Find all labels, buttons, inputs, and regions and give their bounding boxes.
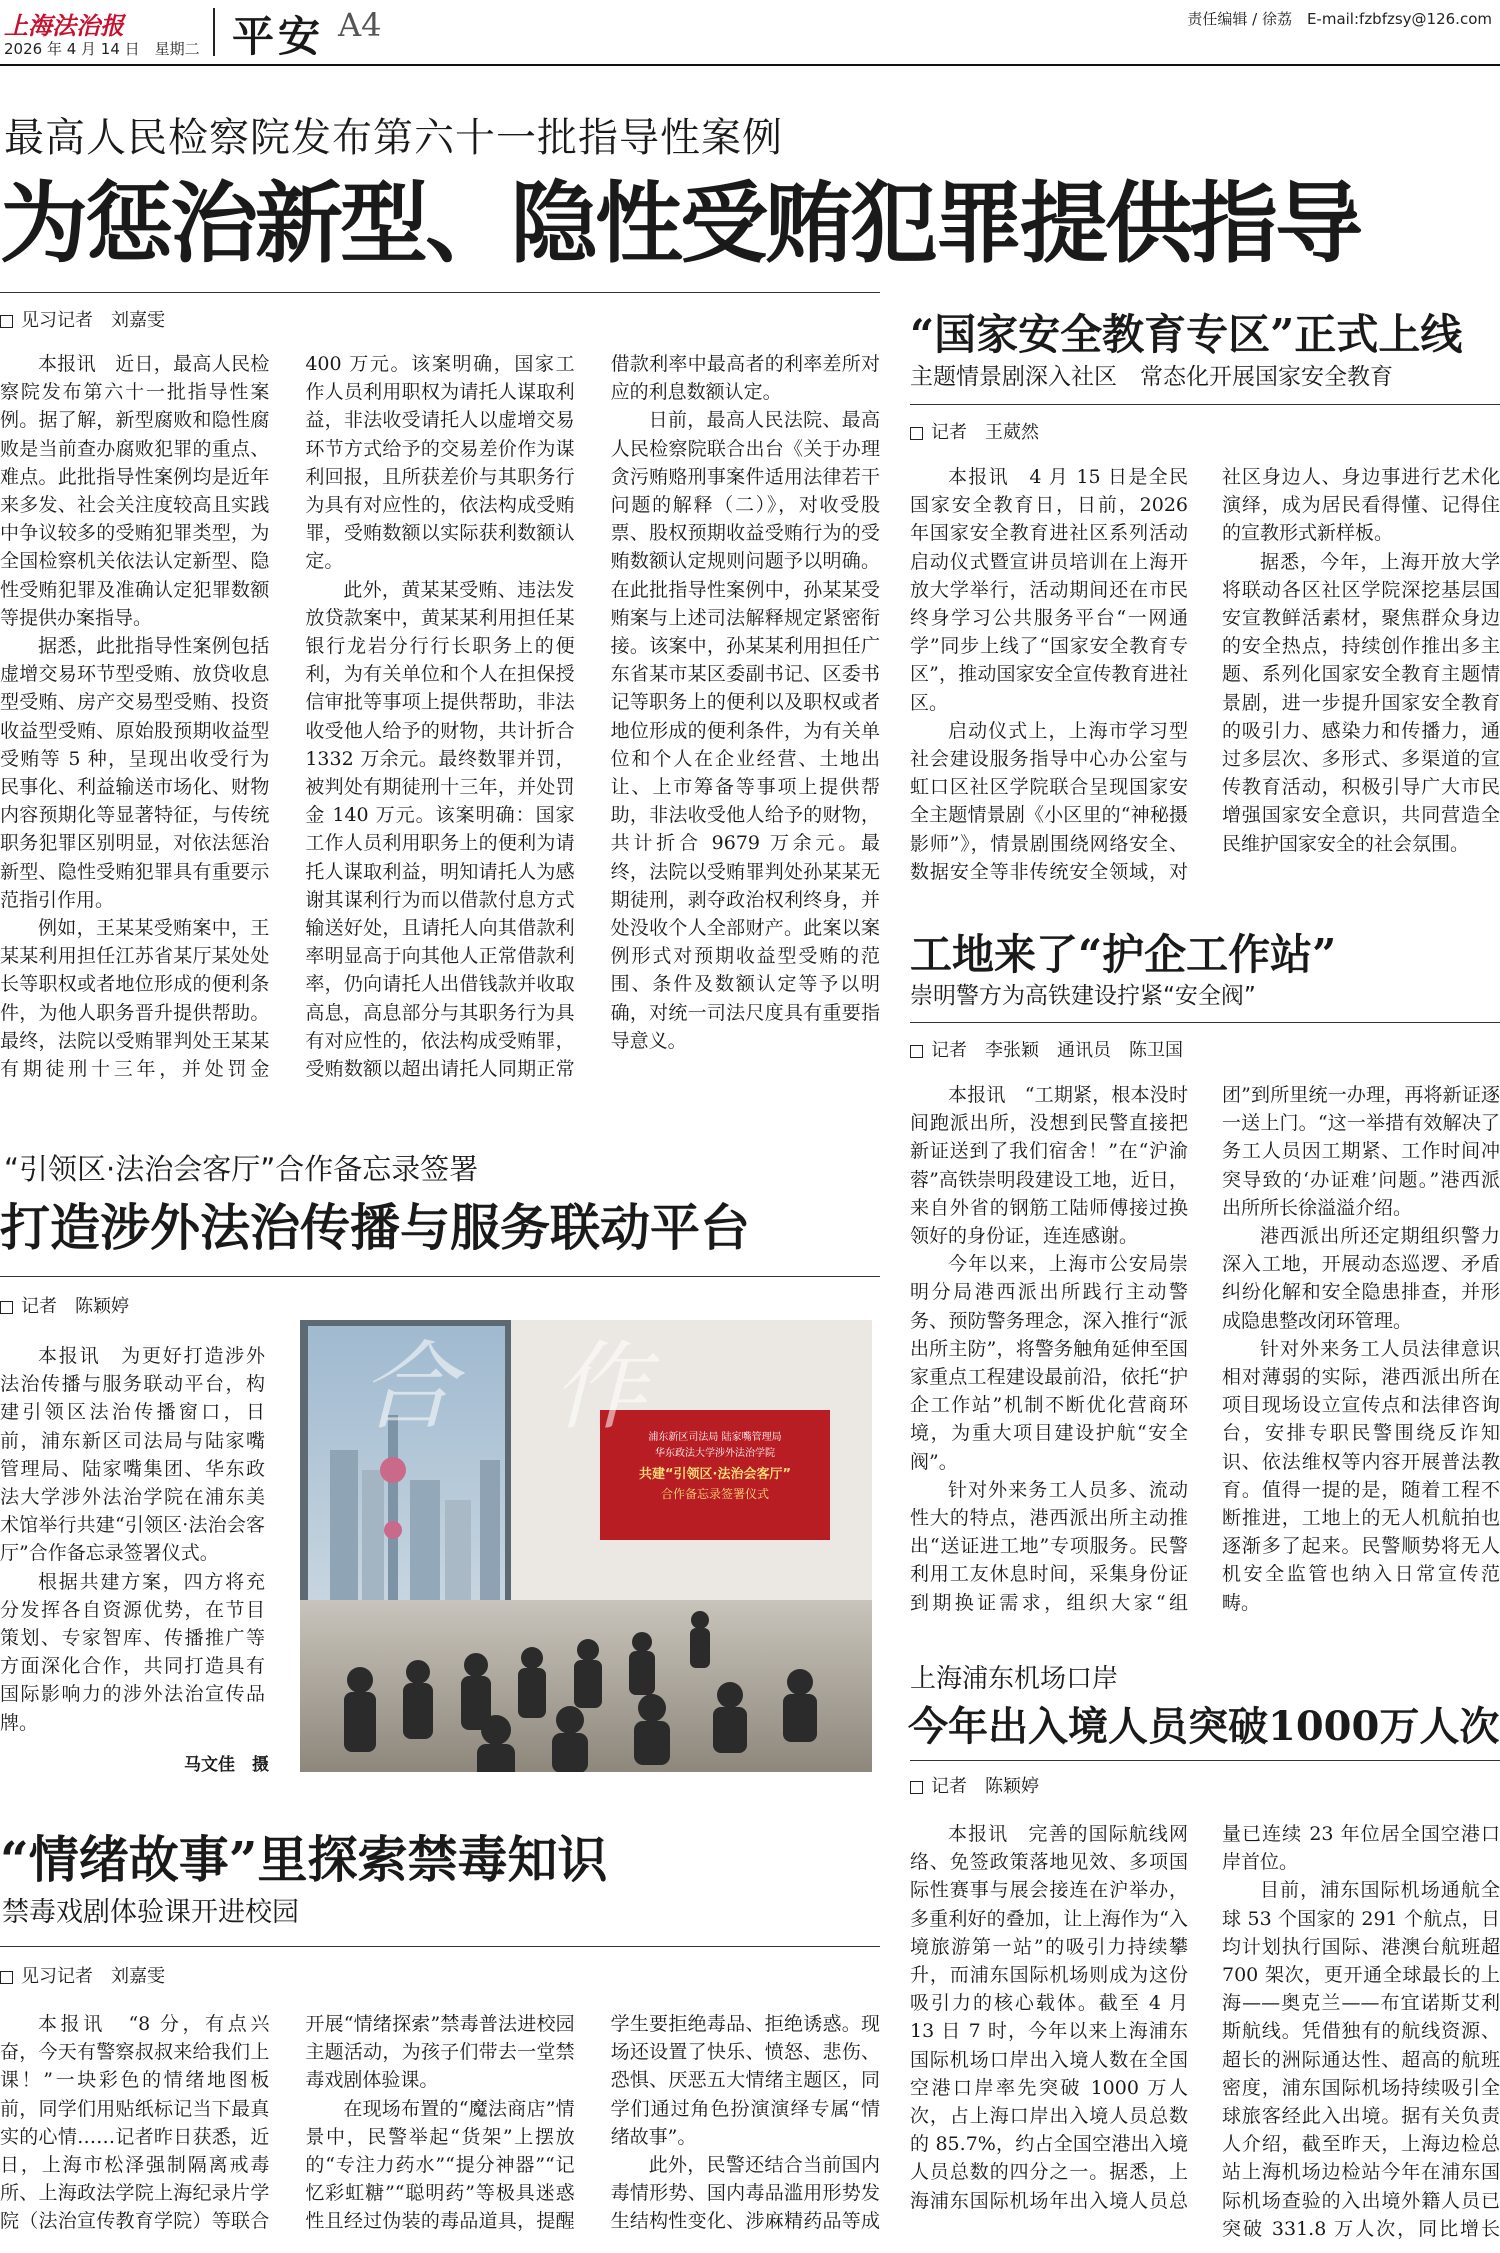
lead-paragraph: 本报讯 近日，最高人民检察院发布第六十一批指导性案例。据了解，新型腐败和隐性腐败是当前查办腐败犯罪的重点、难点。此批指导性案例均是近年来多发、社会关注度较高且实践中争议较多的受贿犯罪类型，为全国检察机关依法认定新型、隐性受贿犯罪及准确认定犯罪数额等提供办案指导。 <box>0 353 270 629</box>
byline-box-icon <box>910 1781 923 1794</box>
coop-paragraph: 根据共建方案，四方将充分发挥各自资源优势，在节目策划、专家智库、传播推广等方面深化合作，共同打造具有国际影响力的涉外法治宣传品牌。 <box>0 1570 265 1734</box>
coop-headline: 打造涉外法治传播与服务联动平台 <box>0 1198 750 1257</box>
byline-box-icon <box>0 1301 13 1314</box>
cooperation-photo <box>300 1320 872 1772</box>
drug-paragraph: 本报讯 “8 分，有点兴奋，今天有警察叔叔来给我们上课！”一块彩色的情绪地图板前，同学们用贴纸标记当下最真实的心情……记者昨日获悉，近日，上海市松泽强制隔离戒毒所、上海政法学院上海纪录片学院（法治宣传教育学院）等联合开展“情绪探索”禁毒普法进校园主题活动，为孩子们带去一堂禁毒戏剧体验课。 <box>0 2013 575 2233</box>
photo-calligraphy: 合 作 <box>360 1331 648 1443</box>
site-headline: 工地来了“护企工作站” <box>910 930 1337 979</box>
lead-byline: 见习记者 刘嘉雯 <box>0 306 165 332</box>
nse-subhead: 主题情景剧深入社区 常态化开展国家安全教育 <box>910 364 1393 390</box>
coop-rule <box>0 1276 880 1277</box>
coop-byline: 记者 陈颖婷 <box>0 1292 129 1318</box>
site-paragraph: 港西派出所还定期组织警力深入工地，开展动态巡逻、矛盾纠纷化解和安全隐患排查，并形成隐患整改闭环管理。 <box>1222 1225 1500 1332</box>
site-paragraph: 本报讯 “工期紧，根本没时间跑派出所，没想到民警直接把新证送到了我们宿舍！”在“沪渝蓉”高铁崇明段建设工地，近日，来自外省的钢筋工陆师傅接过换领好的身份证，连连感谢。 <box>910 1084 1188 1248</box>
site-byline: 记者 李张颖 通讯员 陈卫国 <box>910 1036 1183 1062</box>
lead-kicker: 最高人民检察院发布第六十一批指导性案例 <box>4 115 783 161</box>
byline-box-icon <box>0 1971 13 1984</box>
masthead-date: 2026 年 4 月 14 日 星期二 <box>4 40 200 58</box>
page-number: A4 <box>338 6 382 44</box>
site-paragraph: 针对外来务工人员多、流动性大的特点，港西派出所主动推出“送证进工地”专项服务。民警利用工友休息时间，采集身份证到期换证需求，组织大家“组团”到所里统一办理，再将新证逐一送上门。“这一举措有效解决了务工人员因工期紧、工作时间冲突导致的‘办证难’问题。”港西派出所所长徐溢溢介绍。 <box>910 1084 1500 1614</box>
coop-body <box>0 1342 265 1747</box>
lead-paragraph: 据悉，此批指导性案例包括虚增交易环节型受贿、放贷收息型受贿、房产交易型受贿、投资收益型受贿、原始股预期收益型受贿等 5 种，呈现出收受行为民事化、利益输送市场化、财物内容预期化等显著特征，与传统职务犯罪区别明显，对依法惩治新型、隐性受贿犯罪具有重要示范指引作用。 <box>0 635 270 911</box>
lead-headline: 为惩治新型、隐性受贿犯罪提供指导 <box>0 171 1361 275</box>
screen-line-4: 合作备忘录签署仪式 <box>660 1487 770 1501</box>
site-paragraph: 针对外来务工人员法律意识相对薄弱的实际，港西派出所在项目现场设立宣传点和法律咨询台，安排专职民警围绕反诈知识、依法维权等内容开展普法教育。值得一提的是，随着工程不断推进，工地上的无人机航拍也逐渐多了起来。民警顺势将无人机安全监管也纳入日常宣传范畴。 <box>1222 1337 1500 1614</box>
airport-paragraph: 本报讯 完善的国际航线网络、免签政策落地见效、多项国际性赛事与展会接连在沪举办，多重利好的叠加，让上海作为“入境旅游第一站”的吸引力持续攀升，而浦东国际机场则成为这份吸引力的核心载体。截至 4 月 13 日 7 时，今年以来上海浦东国际机场口岸出入境人数在全国空港口岸率先突破 1000 万人次，占上海口岸出入境人员总数的 85.7%，约占全国空港出入境人员总数的四分之一。据悉，上海浦东国际机场年出入境人员总量已连续 23 年位居全国空港口岸首位。 <box>910 1823 1500 2212</box>
airport-byline: 记者 陈颖婷 <box>910 1772 1039 1798</box>
airport-paragraph: 目前，浦东国际机场通航全球 53 个国家的 291 个航点，日均计划执行国际、港澳台航班超 700 架次，更开通全球最长的上海——奥克兰——布宜诺斯艾利斯航线。凭借独有的航线资源、超长的洲际通达性、超高的航班密度，浦东国际机场持续吸引全球旅客经此入出境。据有关负责人介绍，截至昨天，上海边检总站上海机场边检站今年在浦东国际机场查验的入出境外籍人员已突破 331.8 万人次，同比增长 <box>1222 1879 1500 2240</box>
nse-paragraph: 据悉，今年，上海开放大学将联动各区社区学院深挖基层国安宣教鲜活素材，聚焦群众身边的安全热点，持续创作推出多主题、系列化国家安全教育主题情景剧，进一步提升国家安全教育的吸引力、感染力和传播力，通过多层次、多形式、多渠道的宣传教育活动，积极引导广大市民增强国家安全意识，共同营造全民维护国家安全的社会氛围。 <box>1222 550 1500 855</box>
lead-body <box>0 350 880 1095</box>
byline-box-icon <box>0 315 13 328</box>
site-body <box>910 1081 1500 1621</box>
airport-body <box>910 1820 1500 2250</box>
coop-paragraph: 本报讯 为更好打造涉外法治传播与服务联动平台，构建引领区法治传播窗口，日前，浦东新区司法局与陆家嘴管理局、陆家嘴集团、华东政法大学涉外法治学院在浦东美术馆举行共建“引领区·法治会客厅”合作备忘录签署仪式。 <box>0 1345 265 1565</box>
airport-kicker: 上海浦东机场口岸 <box>910 1664 1119 1694</box>
airport-rule <box>910 1760 1500 1761</box>
screen-line-3: 共建“引领区·法治会客厅” <box>638 1467 792 1482</box>
byline-box-icon <box>910 427 923 440</box>
nse-rule <box>910 404 1500 405</box>
masthead-divider <box>213 8 215 56</box>
coop-kicker: “引领区·法治会客厅”合作备忘录签署 <box>4 1152 479 1186</box>
nse-body <box>910 463 1500 888</box>
screen-line-2: 华东政法大学涉外法治学院 <box>655 1448 775 1459</box>
event-photo-illustration <box>300 1320 872 1772</box>
photo-credit: 马文佳 摄 <box>184 1755 269 1775</box>
lead-paragraph: 日前，最高人民法院、最高人民检察院联合出台《关于办理贪污贿赂刑事案件适用法律若干问题的解释（二）》，对收受股票、股权预期收益受贿行为的受贿数额认定规则问题予以明确。在此批指导性案例中，孙某某受贿案与上述司法解释规定紧密衔接。该案中，孙某某利用担任广东省某市某区委副书记、区委书记等职务上的便利以及职权或者地位形成的便利条件，为有关单位和个人在企业经营、土地出让、上市筹备等事项上提供帮助，非法收受他人给予的财物，共计折合 9679 万余元。最终，法院以受贿罪判处孙某某无期徒刑，剥夺政治权利终身，并处没收个人全部财产。此案以案例形式对预期收益型受贿的范围、条件及数额认定等予以明确，对统一司法尺度具有重要指导意义。 <box>610 409 880 1052</box>
lead-paragraph: 此外，黄某某受贿、违法发放贷款案中，黄某某利用担任某银行龙岩分行行长职务上的便利，为有关单位和个人在担保授信审批等事项上提供帮助，非法收受他人给予的财物，共计折合 1332 万余元。最终数罪并罚，被判处有期徒刑十三年，并处罚金 140 万元。该案明确：国家工作人员利用职务上的便利为请托人谋取利益，明知请托人为感谢其谋利行为而以借款付息方式输送好处，且请托人向其借款利率明显高于向其他人正常借款利率，仍向请托人出借钱款并收取高息，高息部分与其职务行为具有对应性的，依法构成受贿罪，受贿数额以超出请托人同期正常借款利率中最高者的利率差所对应的利息数额认定。 <box>305 353 880 1081</box>
airport-headline: 今年出入境人员突破1000万人次 <box>908 1703 1500 1750</box>
byline-box-icon <box>910 1045 923 1058</box>
drug-subhead: 禁毒戏剧体验课开进校园 <box>2 1897 299 1928</box>
drug-headline: “情绪故事”里探索禁毒知识 <box>0 1830 608 1889</box>
site-rule <box>910 1022 1500 1023</box>
lead-rule <box>0 292 880 293</box>
editor-line: 责任编辑 / 徐荔 E-mail:fzbfzsy@126.com <box>1187 10 1492 28</box>
drug-paragraph: 在现场布置的“魔法商店”情景中，民警举起“货架”上摆放的“专注力药水”“提分神器”“记忆彩虹糖”“聪明药”等极具迷惑性且经过伪装的毒品道具，提醒学生要拒绝毒品、拒绝诱惑。现场还设置了快乐、愤怒、悲伤、恐惧、厌恶五大情绪主题区，同学们通过角色扮演演绎专属“情绪故事”。 <box>305 2013 880 2233</box>
drug-byline: 见习记者 刘嘉雯 <box>0 1962 165 1988</box>
nse-headline: “国家安全教育专区”正式上线 <box>910 310 1463 359</box>
drug-paragraph: 此外，民警还结合当前国内毒情形势、国内毒品滥用形势发生结构性变化、涉麻精药品等成 <box>610 2154 880 2233</box>
nse-byline: 记者 王葳然 <box>910 418 1039 444</box>
site-subhead: 崇明警方为高铁建设拧紧“安全阀” <box>910 983 1256 1009</box>
nse-paragraph: 启动仪式上，上海市学习型社会建设服务指导中心办公室与虹口区社区学院联合呈现国家安全主题情景剧《小区里的“神秘摄影师”》，情景剧围绕网络安全、数据安全等非传统安全领域，对社区身边人、身边事进行艺术化演绎，成为居民看得懂、记得住的宣教形式新样板。 <box>910 466 1500 883</box>
drug-rule <box>0 1946 880 1947</box>
section-name: 平安 <box>232 12 325 61</box>
masthead-rule <box>0 64 1500 66</box>
lead-paragraph: 例如，王某某受贿案中，王某某利用担任江苏省某厅某处处长等职权或者地位形成的便利条件，为他人职务晋升提供帮助。最终，法院以受贿罪判处王某某有期徒刑十三年，并处罚金 400 万元。该案明确，国家工作人员利用职权为请托人谋取利益，非法收受请托人以虚增交易环节方式给予的交易差价作为谋利回报，且所获差价与其职务行为具有对应性的，依法构成受贿罪，受贿数额以实际获利数额认定。 <box>0 353 575 1081</box>
screen-line-1: 浦东新区司法局 陆家嘴管理局 <box>648 1432 782 1443</box>
masthead-logo: 上海法治报 <box>4 11 124 40</box>
site-paragraph: 今年以来，上海市公安局崇明分局港西派出所践行主动警务、预防警务理念，深入推行“派出所主防”，将警务触角延伸至国家重点工程建设最前沿，依托“护企工作站”机制不断优化营商环境，为重大项目建设护航“安全阀”。 <box>910 1253 1188 1473</box>
nse-paragraph: 本报讯 4 月 15 日是全民国家安全教育日，日前，2026 年国家安全教育进社区系列活动启动仪式暨宣讲员培训在上海开放大学举行，活动期间还在市民终身学习公共服务平台“一网通学”同步上线了“国家安全教育专区”，推动国家安全宣传教育进社区。 <box>910 466 1188 714</box>
drug-body <box>0 2010 880 2250</box>
